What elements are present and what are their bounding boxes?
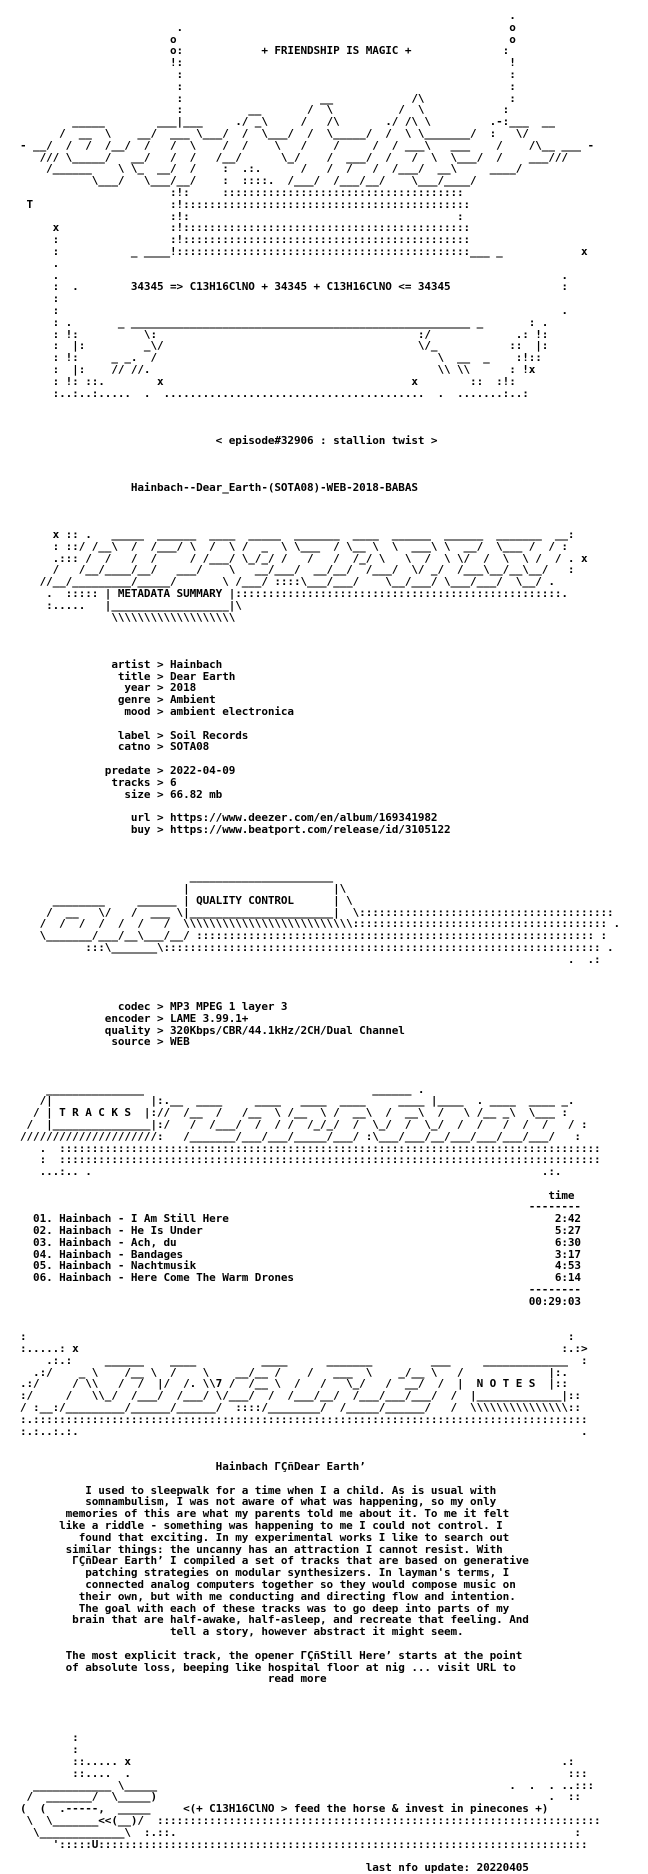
- nfo-line: ...:.. . .:.: [20, 1165, 562, 1179]
- nfo-line: 00:29:03: [20, 1294, 581, 1308]
- nfo-line: codec > MP3 MPEG 1 layer 3: [20, 999, 288, 1013]
- nfo-line: : :: [20, 1330, 575, 1344]
- nfo-line: o o: [20, 32, 516, 46]
- nfo-line: :!: :::::::::::::::::::::::::::::::::::::: [20, 185, 464, 199]
- nfo-line: / |_______________|:/ / /___/ / / / /_/_/ / \_/ / \_/ / / / / / / :: [20, 1117, 588, 1131]
- nfo-line: : !: ::. x x :: :!:: [20, 374, 516, 388]
- nfo-line: :: [20, 1743, 79, 1757]
- nfo-line: :.:..:.:. .: [20, 1424, 588, 1438]
- nfo-line: ':::::U:::::::::::::::::::::::::::::::::::::::::::::::::::::::::::::::::::::::::::: [20, 1837, 588, 1851]
- nfo-line: --------: [20, 1200, 581, 1214]
- nfo-line: ________ ______ | QUALITY CONTROL | \: [20, 893, 353, 907]
- nfo-line: x :!::::::::::::::::::::::::::::::::::::::::::::: [20, 221, 471, 235]
- nfo-line: 02. Hainbach - He Is Under 5:27: [20, 1224, 581, 1238]
- nfo-line: --------: [20, 1283, 581, 1297]
- nfo-line: : __ /\ :: [20, 91, 555, 105]
- nfo-line: : . _ ____________________________________________________ _ : .: [20, 315, 549, 329]
- nfo-line: /______ \ \_ __/ / : .:. / / / / /___/ __\ ____/: [20, 162, 523, 176]
- nfo-line: memories of this are what my parents told me about it. To me it felt: [20, 1507, 510, 1521]
- nfo-line: found that exciting. In my experimental works I like to search out: [20, 1530, 510, 1544]
- nfo-line: : :!::::::::::::::::::::::::::::::::::::::::::::: [20, 233, 471, 247]
- nfo-line: source > WEB: [20, 1035, 190, 1049]
- nfo-line: Hainbach ΓÇñDear Earth’: [20, 1460, 366, 1474]
- nfo-line: : _ ____!:::::::::::::::::::::::::::::::::::::::::::::___ _ x: [20, 244, 588, 258]
- nfo-line: | |\: [20, 881, 347, 895]
- nfo-line: : .: [20, 303, 568, 317]
- nfo-line: :.....: x :.:>: [20, 1342, 588, 1356]
- nfo-line: label > Soil Records: [20, 728, 249, 742]
- nfo-line: quality > 320Kbps/CBR/44.1kHz/2CH/Dual Channel: [20, 1023, 405, 1037]
- nfo-line: ______________________: [20, 870, 334, 884]
- nfo-line: 06. Hainbach - Here Come The Warm Drones 6:14: [20, 1271, 581, 1285]
- nfo-line: /// \_____/ __/ / / /__/ \_/ / ___/ / / \ \___/ / ___///: [20, 150, 575, 164]
- nfo-line: / _______/ \_____) . ::: [20, 1790, 581, 1804]
- nfo-line: x :: . _____ ______ ____ _____ _______ ____ ______ ______ _______ __:: [20, 528, 575, 542]
- nfo-line: . :::::::::::::::::::::::::::::::::::::::::::::::::::::::::::::::::::::::::::::::::::: [20, 1141, 601, 1155]
- nfo-line: The most explicit track, the opener ΓÇñStill Here’ starts at the point: [20, 1648, 523, 1662]
- nfo-line: artist > Hainbach: [20, 657, 223, 671]
- nfo-line: size > 66.82 mb: [20, 787, 223, 801]
- nfo-line: .:/ _ \ /__ \ / \ __/__ / / ___ \ _/__ \ / |:.: [20, 1365, 568, 1379]
- nfo-line: last nfo update: 20220405: [20, 1861, 529, 1874]
- nfo-line: : |: // //. \\ \\ : !x: [20, 362, 536, 376]
- nfo-line: : !: _ _. / \ __ _ :!::: [20, 351, 542, 365]
- nfo-line: . .:: [20, 952, 601, 966]
- nfo-line: their own, but with me conducting and directing flow and intention.: [20, 1589, 516, 1603]
- nfo-line: read more: [20, 1672, 327, 1686]
- nfo-line: genre > Ambient: [20, 693, 216, 707]
- nfo-line: year > 2018: [20, 681, 197, 695]
- nfo-line: \_______/___/__\___/__/ ::::::::::::::::::::::::::::::::::::::::::::::::::::::::::::: :: [20, 929, 608, 943]
- nfo-line: similar things: the uncanny has an attraction I cannot resist. With: [20, 1542, 503, 1556]
- nfo-line: mood > ambient electronica: [20, 705, 294, 719]
- nfo-line: encoder > LAME 3.99.1+: [20, 1011, 249, 1025]
- nfo-line: / | T R A C K S |:// /__ / /__ \ /__ \ / __\ / __\ / \ /__ _\ \___ :: [20, 1106, 568, 1120]
- nfo-line: :: [20, 292, 60, 306]
- nfo-text-block: [20, 10, 620, 1874]
- nfo-line: _____ ___|___ ./ _\ / /\ ./ /\ \ .-:___ __: [20, 115, 555, 129]
- nfo-line: time: [20, 1188, 575, 1202]
- nfo-line: !: !: [20, 56, 516, 70]
- nfo-line: .::: / / / / / /___/ \_/_/ / / / /_/ \ \ / \ \/ / \ \ / / . x: [20, 551, 588, 565]
- nfo-line: I used to sleepwalk for a time when I a child. As is usual with: [20, 1483, 497, 1497]
- nfo-line: :..... |__________________|\: [20, 598, 242, 612]
- nfo-line: : . 34345 => C13H16ClNO + 34345 + C13H16ClNO <= 34345 :: [20, 280, 568, 294]
- nfo-line: :!: :: [20, 209, 464, 223]
- nfo-line: /////////////////////: /_______/___/___/_____/___/ :\___/___/__/___/___/___/___/ :: [20, 1129, 581, 1143]
- nfo-line: / /__/____/__/ ___/ \ __/___/ __/__/ /___/ \/ _/ /___\__/__\__/ :: [20, 563, 575, 577]
- nfo-line: / :__:/_________/______/______/ ::::/________/ /_____/______/ / \\\\\\\\\\\\\\\::: [20, 1401, 581, 1415]
- nfo-line: :.:::::::::::::::::::::::::::::::::::::::::::::::::::::::::::::::::::::::::::::::::::::: [20, 1412, 588, 1426]
- nfo-line: like a riddle - something was happening to me I could not control. I: [20, 1519, 503, 1532]
- nfo-line: //__/_________/_____/ \ /___/ ::::\___/___/ \__/___/ \___/___/ \__/ .: [20, 575, 555, 589]
- nfo-line: _______________ ______ .: [20, 1082, 425, 1096]
- nfo-line: ::..... x .:: [20, 1754, 575, 1768]
- nfo-line: . o: [20, 20, 516, 34]
- nfo-line: ( ( .-----, _____ <(+ C13H16ClNO > feed the horse & invest in pinecones +): [20, 1802, 549, 1816]
- nfo-line: \\\\\\\\\\\\\\\\\\\: [20, 610, 236, 624]
- nfo-line: . ::::: | METADATA SUMMARY |::::::::::::::::::::::::::::::::::::::::::::::::::.: [20, 587, 568, 601]
- nfo-line: < episode#32906 : stallion twist >: [20, 433, 438, 447]
- nfo-line: / __ \ __/ ___ \___/ / \___/ / \_____/ / \ \_______/ : \/: [20, 126, 529, 140]
- nfo-line: /| |:.__ ____ ____ ____ ____ ____ |____ . ____ ____ _.: [20, 1094, 575, 1108]
- nfo-line: :..:..:..... . ........................................ . .......:..:: [20, 386, 529, 400]
- nfo-line: :/ / \\_/ /___/ /___/ \/___/ / /___/__/ /___/___/___/ / |_____________|::: [20, 1389, 581, 1403]
- nfo-line: patching strategies on modular synthesizers. In layman's terms, I: [20, 1566, 510, 1580]
- nfo-line: : :::::::::::::::::::::::::::::::::::::::::::::::::::::::::::::::::::::::::::::::::::: [20, 1153, 601, 1167]
- nfo-line: T :!::::::::::::::::::::::::::::::::::::::::::::: [20, 197, 471, 211]
- nfo-line: of absolute loss, beeping like hospital floor at nig ... visit URL to: [20, 1660, 516, 1674]
- nfo-line: 03. Hainbach - Ach, du 6:30: [20, 1235, 581, 1249]
- nfo-line: ::.... . :::: [20, 1766, 588, 1780]
- nfo-line: / / / / / / / \\\\\\\\\\\\\\\\\\\\\\\\\\::::::::::::::::::::::::::::::::::::::: .: [20, 917, 621, 931]
- nfo-line: tell a story, however abstract it might seem.: [20, 1625, 464, 1639]
- nfo-line: The goal with each of these tracks was to go deep into parts of my: [20, 1601, 510, 1615]
- nfo-line: : :: [20, 67, 516, 81]
- nfo-line: buy > https://www.beatport.com/release/id/3105122: [20, 822, 451, 836]
- nfo-line: ____________ \_____ . . . ..:::: [20, 1778, 594, 1792]
- nfo-line: 04. Hainbach - Bandages 3:17: [20, 1247, 581, 1261]
- nfo-line: url > https://www.deezer.com/en/album/169341982: [20, 811, 438, 825]
- nfo-line: .:.: ______ ____ ____ _______ ___ _____________ :: [20, 1353, 588, 1367]
- nfo-line: ΓÇñDear Earth’ I compiled a set of tracks that are based on generative: [20, 1554, 529, 1568]
- nfo-line: tracks > 6: [20, 775, 177, 789]
- nfo-line: .: [20, 9, 516, 22]
- nfo-line: .: [20, 256, 60, 270]
- nfo-line: catno > SOTA08: [20, 740, 210, 754]
- nfo-line: brain that are half-awake, half-asleep, and recreate that feeling. And: [20, 1613, 529, 1627]
- nfo-line: connected analog computers together so they would compose music on: [20, 1577, 516, 1591]
- nfo-line: o: + FRIENDSHIP IS MAGIC + :: [20, 44, 510, 58]
- nfo-line: : __ / \ / \ :: [20, 103, 510, 117]
- nfo-line: : ::/ /__\ / /___/ \ / \ / _ \ \___ / \__ \ \ ___\ \ __/ \___ / / :: [20, 539, 568, 553]
- nfo-line: . .: [20, 268, 568, 282]
- nfo-line: : !: \: :/ .: !:: [20, 327, 549, 341]
- nfo-line: predate > 2022-04-09: [20, 764, 236, 777]
- nfo-line: 01. Hainbach - I Am Still Here 2:42: [20, 1212, 581, 1226]
- nfo-line: - __/ / / /__/ / / \ / / \ / / / / ___\ ___ / /\__ ___ -: [20, 138, 594, 152]
- nfo-line: :::\_______\::::::::::::::::::::::::::::::::::::::::::::::::::::::::::::::::::: .: [20, 940, 614, 954]
- nfo-line: : :: [20, 79, 516, 93]
- nfo-line: somnambulism, I was not aware of what was happening, so my only: [20, 1495, 497, 1509]
- nfo-line: \ \_______<<(__)/ ::::::::::::::::::::::::::::::::::::::::::::::::::::::::::::::::::::: [20, 1813, 601, 1827]
- nfo-line: Hainbach--Dear_Earth-(SOTA08)-WEB-2018-BABAS: [20, 480, 418, 494]
- nfo-line: \_____________\ :.::. :: [20, 1825, 581, 1839]
- nfo-line: \___/ \___/__/ : ::::. /___/ /___/__/ \___/____/: [20, 174, 477, 188]
- nfo-line: / __ \/ / ___ \|______________________| \:::::::::::::::::::::::::::::::::::::::: [20, 905, 614, 919]
- nfo-line: 05. Hainbach - Nachtmusik 4:53: [20, 1259, 581, 1273]
- nfo-line: : |: _\/ \/_ :: |:: [20, 339, 549, 353]
- nfo-line: title > Dear Earth: [20, 669, 236, 683]
- nfo-line: :: [20, 1731, 79, 1745]
- nfo-line: .:/ / \\ / / |/ /. \\7 / /__ \ / / \_/ / __/ / | N O T E S |::: [20, 1377, 568, 1391]
